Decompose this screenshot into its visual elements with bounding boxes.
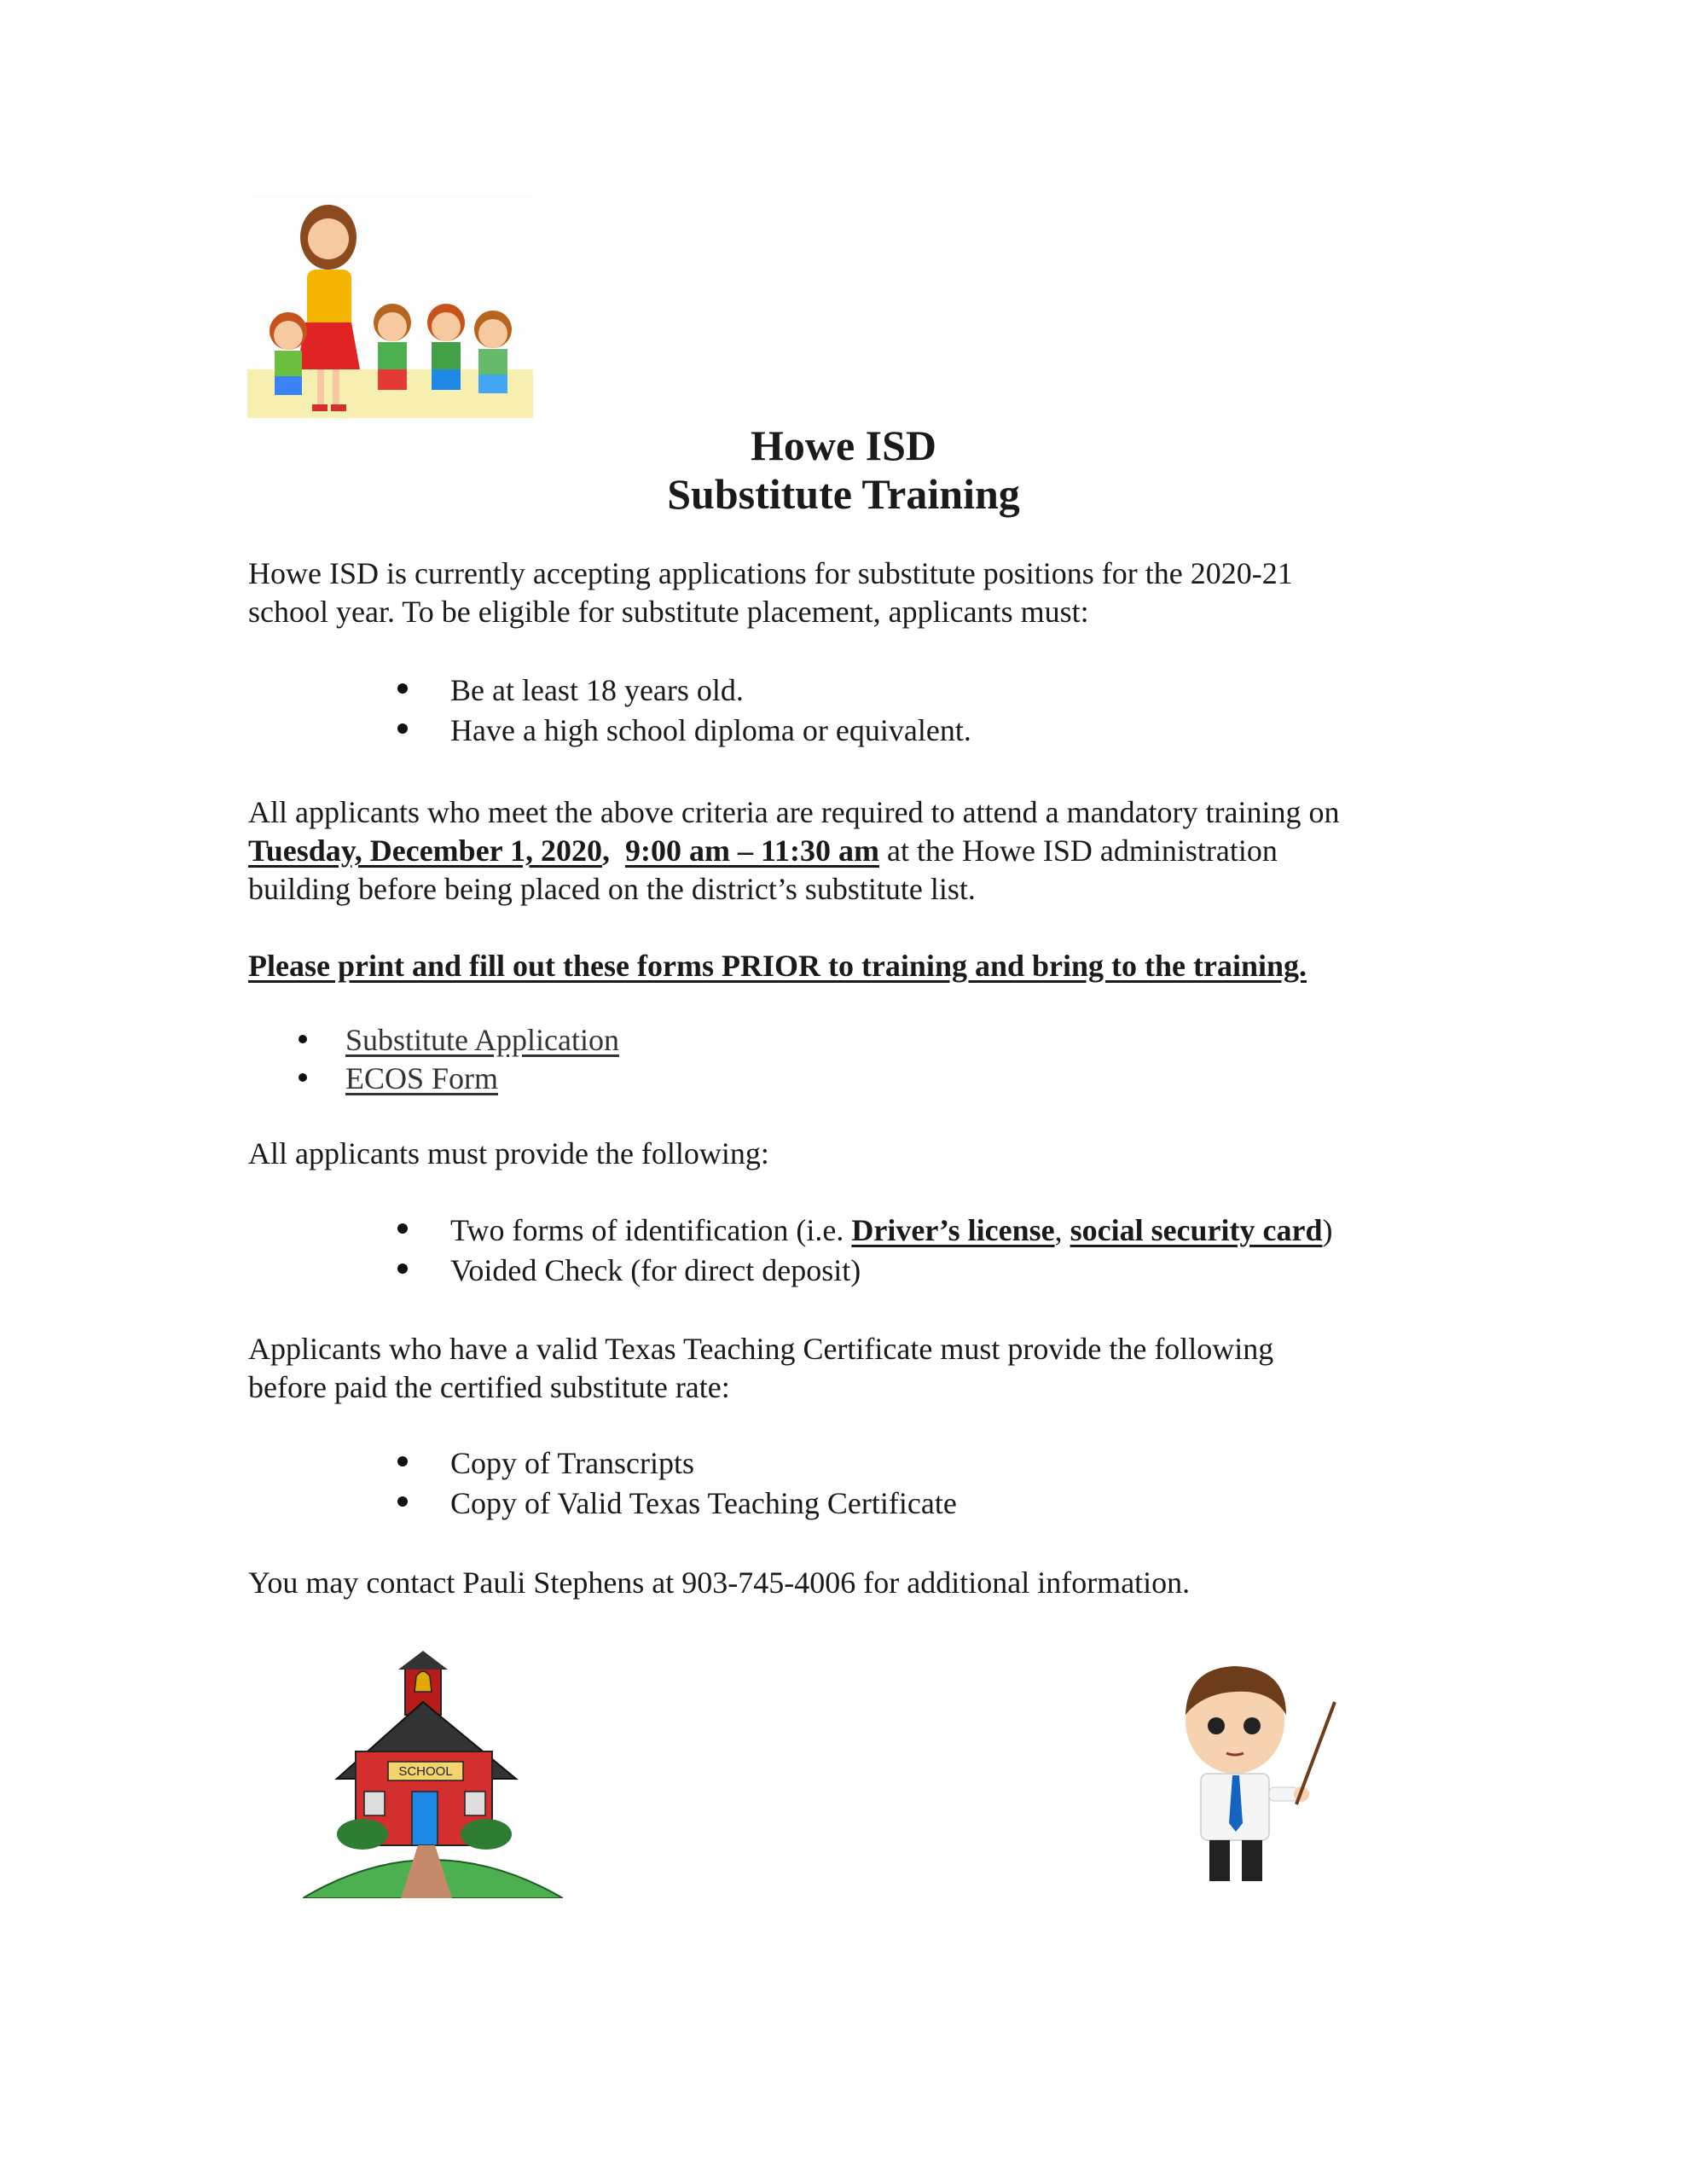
schoolhouse-illustration (303, 1651, 563, 1898)
bullet-icon (397, 1263, 408, 1274)
bullet-icon (299, 1073, 307, 1082)
training-location: at the Howe ISD administration (878, 834, 1278, 868)
list-item (397, 1211, 1333, 1250)
print-forms-notice: Please print and fill out these forms PRIOR to training and bring to the training. (248, 949, 1307, 983)
list-item (397, 1252, 1333, 1290)
identification-prefix: Two forms of identification (i.e. (450, 1213, 852, 1247)
bullet-icon (397, 1456, 408, 1467)
intro-line: school year. To be eligible for substitute placement, applicants must: (248, 595, 1089, 629)
provide-list (397, 1211, 1333, 1290)
page-title: Howe ISD (750, 421, 937, 469)
list-item-text: Copy of Transcripts (450, 1446, 695, 1480)
teacher-pointer-illustration (1126, 1642, 1399, 1898)
ecos-form-link[interactable]: ECOS Form (345, 1061, 499, 1095)
training-date: Tuesday, December 1, 2020 (248, 834, 603, 868)
certified-line: Applicants who have a valid Texas Teaching Certificate must provide the following (248, 1332, 1274, 1366)
list-item-text (450, 1211, 1333, 1250)
training-line: building before being placed on the district’s substitute list. (248, 872, 976, 906)
identification-separator: , (1054, 1213, 1070, 1247)
list-item-text: Copy of Valid Texas Teaching Certificate (450, 1486, 957, 1520)
training-time: 9:00 am – 11:30 am (625, 834, 879, 868)
bullet-icon (397, 1496, 408, 1507)
provide-intro: All applicants must provide the following: (248, 1136, 769, 1170)
bullet-icon (397, 723, 408, 734)
list-item (397, 1484, 957, 1523)
list-item (299, 1021, 619, 1060)
intro-paragraph (248, 555, 1459, 631)
training-line: All applicants who meet the above criteria are required to attend a mandatory training on (248, 795, 1340, 829)
bullet-icon (397, 683, 408, 694)
list-item-text: Be at least 18 years old. (450, 673, 744, 707)
certified-paragraph (248, 1330, 1459, 1407)
identification-suffix: ) (1322, 1213, 1333, 1247)
drivers-license-link[interactable]: Driver’s license (851, 1213, 1055, 1247)
list-item-text: Voided Check (for direct deposit) (450, 1253, 861, 1287)
training-date-comma: , (602, 834, 611, 868)
bullet-icon (299, 1035, 307, 1043)
list-item-text: Have a high school diploma or equivalent. (450, 713, 971, 747)
teacher-children-illustration (247, 195, 533, 418)
bullet-icon (397, 1223, 408, 1234)
forms-list (299, 1021, 619, 1098)
list-item (397, 1444, 957, 1483)
certified-line: before paid the certified substitute rate: (248, 1370, 730, 1404)
social-security-card-link[interactable]: social security card (1070, 1213, 1323, 1247)
contact-line: You may contact Pauli Stephens at 903-745-4006 for additional information. (248, 1565, 1191, 1600)
certified-list (397, 1444, 957, 1523)
list-item (397, 671, 971, 710)
training-paragraph (248, 793, 1528, 909)
list-item (299, 1060, 619, 1098)
training-line (248, 832, 1528, 870)
intro-line: Howe ISD is currently accepting applications for substitute positions for the 2020-21 (248, 556, 1293, 590)
list-item (397, 712, 971, 750)
page-subtitle: Substitute Training (667, 470, 1020, 518)
substitute-application-link[interactable]: Substitute Application (345, 1023, 619, 1057)
eligibility-list (397, 671, 971, 750)
school-sign-text: SCHOOL (398, 1764, 453, 1779)
